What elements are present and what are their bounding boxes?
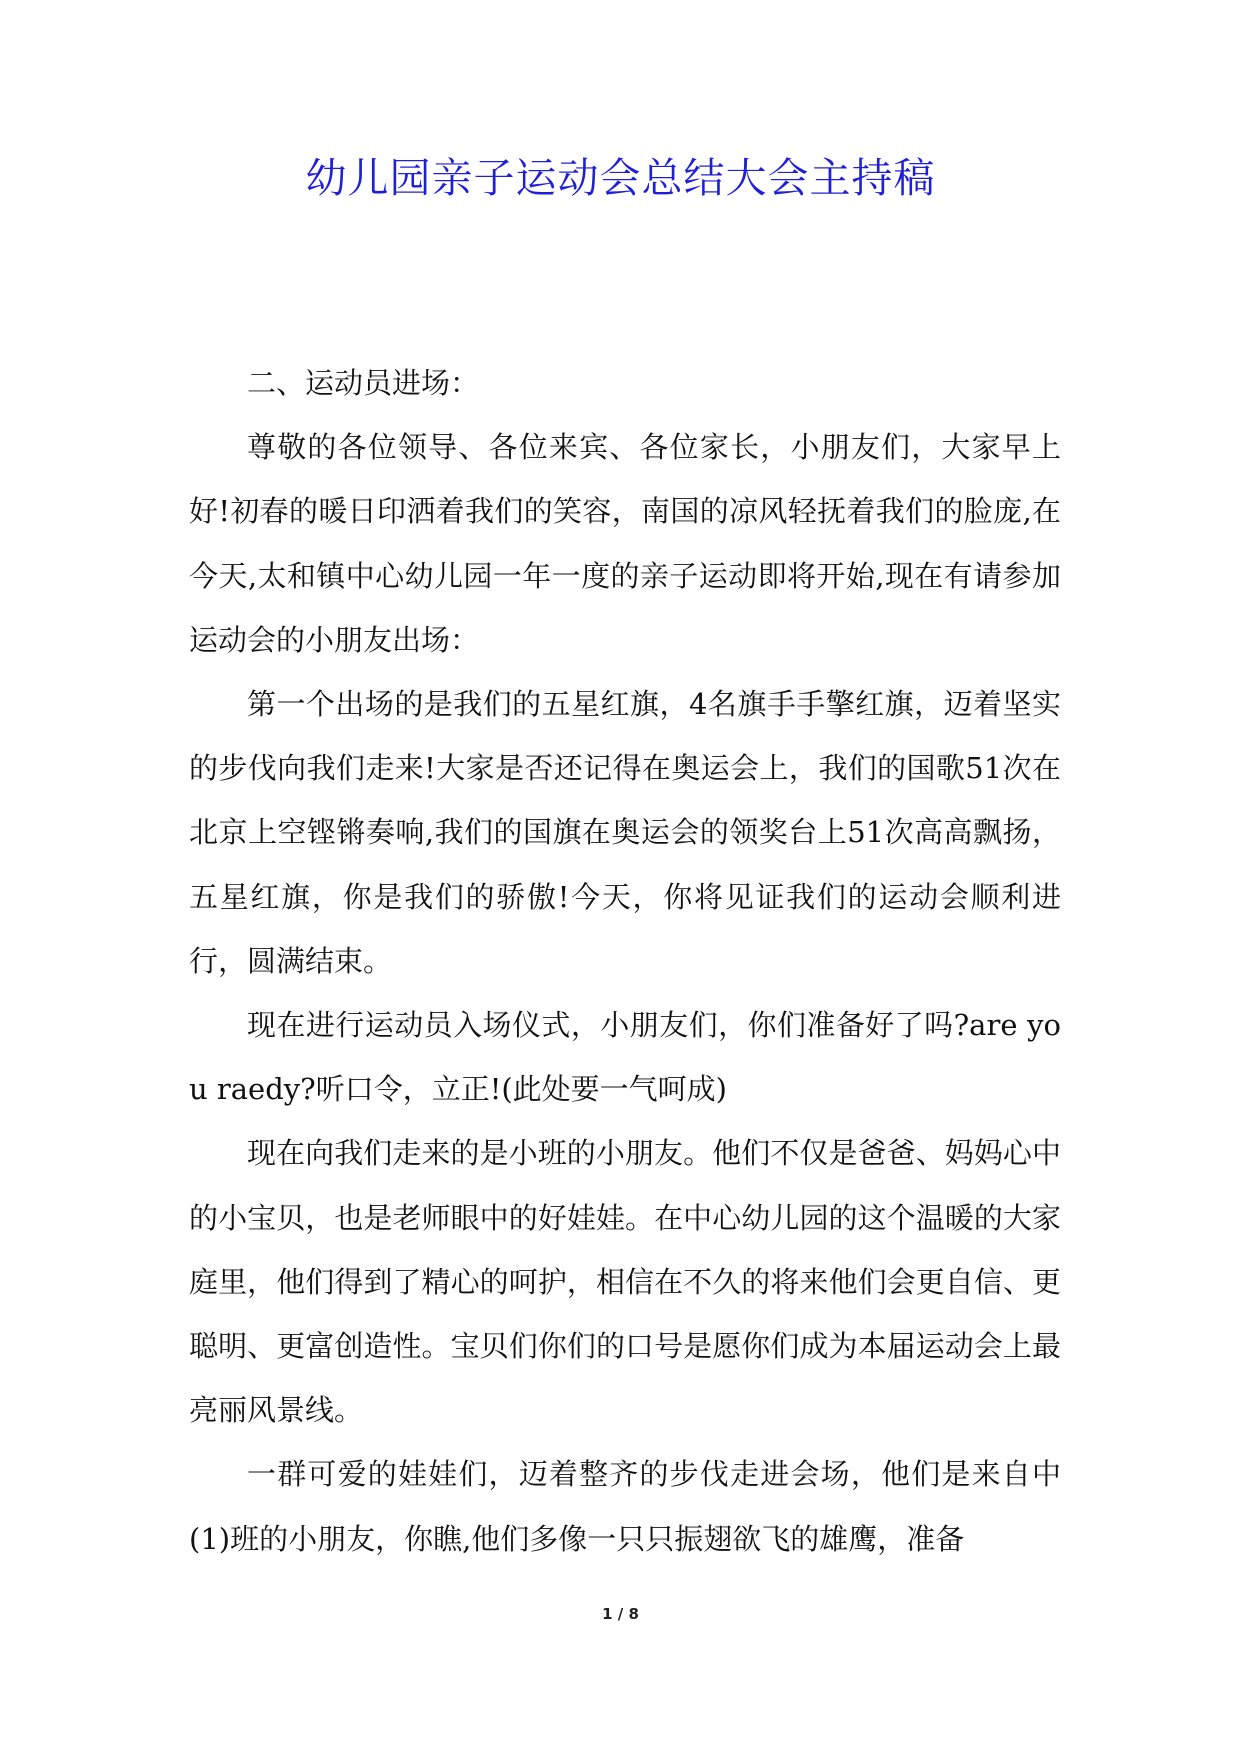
- page-number: 1 / 8: [602, 1605, 639, 1623]
- document-body: [189, 351, 1061, 1571]
- paragraph-athletes-entrance: 现在进行运动员入场仪式，小朋友们，你们准备好了吗?are you raedy?听口令，立正!(此处要一气呵成): [189, 1008, 1061, 1107]
- paragraph-small-class: 现在向我们走来的是小班的小朋友。他们不仅是爸爸、妈妈心中的小宝贝，也是老师眼中的好娃娃。在中心幼儿园的这个温暖的大家庭里，他们得到了精心的呵护，相信在不久的将来他们会更自信、更聪明、更富创造性。宝贝们你们的口号是愿你们成为本届运动会上最亮丽风景线。: [189, 1136, 1061, 1428]
- paragraph-flag-entrance: 第一个出场的是我们的五星红旗，4名旗手手擎红旗，迈着坚实的步伐向我们走来!大家是否还记得在奥运会上，我们的国歌51次在北京上空铿锵奏响,我们的国旗在奥运会的领奖台上51次高高飘扬，五星红旗，你是我们的骄傲!今天，你将见证我们的运动会顺利进行，圆满结束。: [189, 687, 1061, 978]
- paragraph-middle-class: 一群可爱的娃娃们，迈着整齐的步伐走进会场，他们是来自中(1)班的小朋友，你瞧,他们多像一只只振翅欲飞的雄鹰，准备: [189, 1457, 1061, 1556]
- paragraph-greeting: 尊敬的各位领导、各位来宾、各位家长，小朋友们，大家早上好!初春的暖日印洒着我们的笑容，南国的凉风轻抚着我们的脸庞,在今天,太和镇中心幼儿园一年一度的亲子运动即将开始,现在有请参加运动会的小朋友出场：: [189, 430, 1061, 657]
- paragraph-section-heading: 二、运动员进场：: [247, 366, 480, 400]
- document-title: 幼儿园亲子运动会总结大会主持稿: [305, 154, 936, 202]
